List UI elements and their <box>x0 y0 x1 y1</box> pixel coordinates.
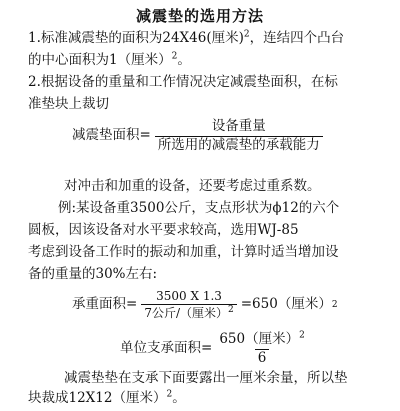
formula-area-lhs: 减震垫面积= <box>72 127 151 144</box>
example-line3: 考虑到设备工作时的振动和加重，计算时适当增加设 <box>28 244 339 260</box>
item1-line2-exponent: 2 <box>171 51 178 62</box>
item1-line1-exponent: 2 <box>243 29 250 40</box>
conclusion-line1: 减震垫垫在支承下面要露出一厘米余量，所以垫 <box>64 370 348 386</box>
formula-load-area-denominator-text: 7公斤/（厘米） <box>144 306 228 320</box>
example-line4: 备的重量的30%左右: <box>28 266 158 282</box>
document-title: 减震垫的选用方法 <box>135 7 264 25</box>
formula-load-area-fraction <box>141 290 236 319</box>
formula-unit-area <box>120 330 312 366</box>
formula-load-area-denominator-exponent: 2 <box>228 305 234 315</box>
formula-load-area: 承重面积= $\frac{3500 X 1.3}{7公斤/(厘米)^2}$ =650（厘米） 2 <box>72 289 338 320</box>
conclusion-line2-text: 块裁成12X12（厘米） <box>28 390 167 406</box>
formula-unit-area-lhs: 单位支承面积= <box>120 340 213 357</box>
formula-load-area-result: =650（厘米） <box>240 295 332 312</box>
item1-line1 <box>28 29 345 46</box>
formula-unit-area-denominator: 6 <box>255 349 270 366</box>
formula-unit-area-numerator-exponent: 2 <box>299 330 305 341</box>
formula-load-area-lhs: 承重面积= <box>72 295 138 312</box>
formula-unit-area-numerator <box>216 330 308 349</box>
formula-area-numerator: 设备重量 <box>211 118 266 134</box>
formula-unit-area-numerator-text: 650（厘米） <box>219 331 300 347</box>
formula-load-area-denominator <box>141 304 236 319</box>
overload-note: 对冲击和加重的设备，还要考虑过重系数。 <box>64 178 321 194</box>
item1-line2-tail: 。 <box>177 52 191 68</box>
conclusion-line2-exponent: 2 <box>166 389 173 400</box>
item1-line2 <box>28 51 191 68</box>
conclusion-line2 <box>28 389 186 406</box>
item2-line2: 准垫块上裁切 <box>28 96 109 112</box>
conclusion-line2-tail: 。 <box>172 390 186 406</box>
item2-line1: 2.根据设备的重量和工作情况决定减震垫面积，在标 <box>28 74 338 90</box>
example-line1: 例:某设备重3500公斤，支点形状为ϕ12的六个 <box>58 200 340 216</box>
formula-load-area-numerator: 3500 X 1.3 <box>156 289 222 303</box>
formula-area-fraction <box>155 120 323 152</box>
item1-line1-text: 1.标准减震垫的面积为24X46(厘米) <box>28 30 244 46</box>
item1-line2-text: 的中心面积为1（厘米） <box>28 52 172 68</box>
formula-area <box>72 120 327 152</box>
item1-line1-tail: ，连结四个凸台 <box>249 30 345 46</box>
example-line2: 圆板，因该设备对水平要求较高，选用WJ-85 <box>28 222 299 238</box>
formula-unit-area-fraction <box>216 330 308 366</box>
formula-area-denominator: 所选用的减震垫的承载能力 <box>155 136 323 153</box>
